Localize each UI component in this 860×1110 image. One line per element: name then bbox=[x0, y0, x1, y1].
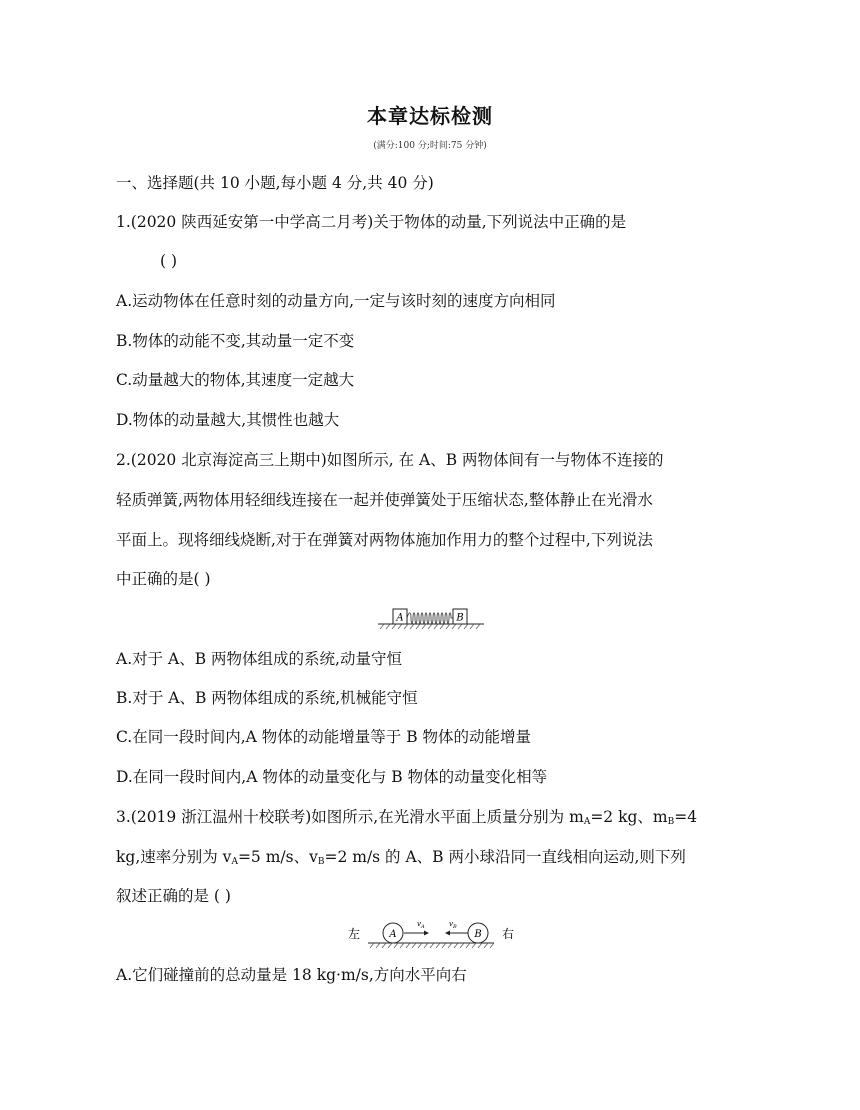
q2-stem-line-2: 轻质弹簧,两物体用轻细线连接在一起并使弹簧处于压缩状态,整体静止在光滑水 bbox=[116, 491, 653, 509]
velocity-arrow-a bbox=[404, 931, 429, 936]
ball-a-label: A bbox=[389, 929, 397, 940]
q3-line2-text: kg,速率分别为 v bbox=[116, 848, 232, 866]
section-heading: 一、选择题(共 10 小题,每小题 4 分,共 40 分) bbox=[116, 174, 434, 192]
compressed-spring bbox=[407, 613, 453, 624]
q3-line2-sub-b: B bbox=[317, 857, 325, 867]
velocity-a-label: $v_A$ bbox=[417, 920, 425, 930]
q1-answer-blank: ( ) bbox=[160, 252, 178, 270]
q2-stem-line-4: 中正确的是( ) bbox=[116, 570, 211, 588]
q2-stem-line-1: 2.(2020 北京海淀高三上期中)如图所示, 在 A、B 两物体间有一与物体不连接的 bbox=[116, 451, 664, 469]
q3-stem-line-3: 叙述正确的是 ( ) bbox=[116, 887, 231, 905]
q3-line2-sub-a: A bbox=[231, 857, 238, 867]
q3-line1-end: =4 bbox=[674, 808, 698, 826]
ground-surface bbox=[378, 624, 484, 629]
q3-line2-end: =2 m/s 的 A、B 两小球沿同一直线相向运动,则下列 bbox=[324, 848, 686, 866]
ground-surface bbox=[368, 943, 494, 948]
q3-balls-figure bbox=[344, 916, 518, 950]
q3-line1-text: 3.(2019 浙江温州十校联考)如图所示,在光滑水平面上质量分别为 m bbox=[116, 808, 584, 826]
q3-line2-mid: =5 m/s、v bbox=[237, 848, 318, 866]
q1-option-a: A.运动物体在任意时刻的动量方向,一定与该时刻的速度方向相同 bbox=[116, 292, 556, 310]
q1-option-d: D.物体的动量越大,其惯性也越大 bbox=[116, 411, 340, 429]
q1-option-c: C.动量越大的物体,其速度一定越大 bbox=[116, 371, 355, 389]
right-direction-label: 右 bbox=[502, 927, 515, 941]
block-a-label: A bbox=[396, 612, 404, 624]
q3-line1-sub-b: B bbox=[667, 817, 675, 827]
q2-option-c: C.在同一段时间内,A 物体的动能增量等于 B 物体的动能增量 bbox=[116, 728, 532, 746]
q3-line1-sub-a: A bbox=[583, 817, 591, 827]
q3-option-a: A.它们碰撞前的总动量是 18 kg·m/s,方向水平向右 bbox=[116, 966, 467, 984]
q3-line1-mid: =2 kg、m bbox=[590, 808, 668, 826]
q3-stem-line-2 bbox=[116, 847, 686, 872]
q2-option-d: D.在同一段时间内,A 物体的动量变化与 B 物体的动量变化相等 bbox=[116, 768, 548, 786]
left-direction-label: 左 bbox=[348, 927, 361, 941]
q2-spring-figure bbox=[376, 604, 486, 630]
q2-option-a: A.对于 A、B 两物体组成的系统,动量守恒 bbox=[116, 650, 402, 668]
q2-stem-line-3: 平面上。现将细线烧断,对于在弹簧对两物体施加作用力的整个过程中,下列说法 bbox=[116, 531, 653, 549]
velocity-arrow-b bbox=[445, 931, 468, 936]
block-b-label: B bbox=[456, 612, 464, 624]
ball-b-label: B bbox=[474, 929, 482, 940]
page-title: 本章达标检测 bbox=[367, 104, 493, 128]
q3-stem-line-1 bbox=[116, 807, 697, 832]
q2-option-b: B.对于 A、B 两物体组成的系统,机械能守恒 bbox=[116, 689, 418, 707]
page-subtitle: (满分:100 分;时间:75 分钟) bbox=[373, 141, 487, 151]
q1-option-b: B.物体的动能不变,其动量一定不变 bbox=[116, 332, 355, 350]
q1-stem: 1.(2020 陕西延安第一中学高二月考)关于物体的动量,下列说法中正确的是 bbox=[116, 213, 627, 231]
velocity-b-label: $v_B$ bbox=[449, 920, 457, 930]
